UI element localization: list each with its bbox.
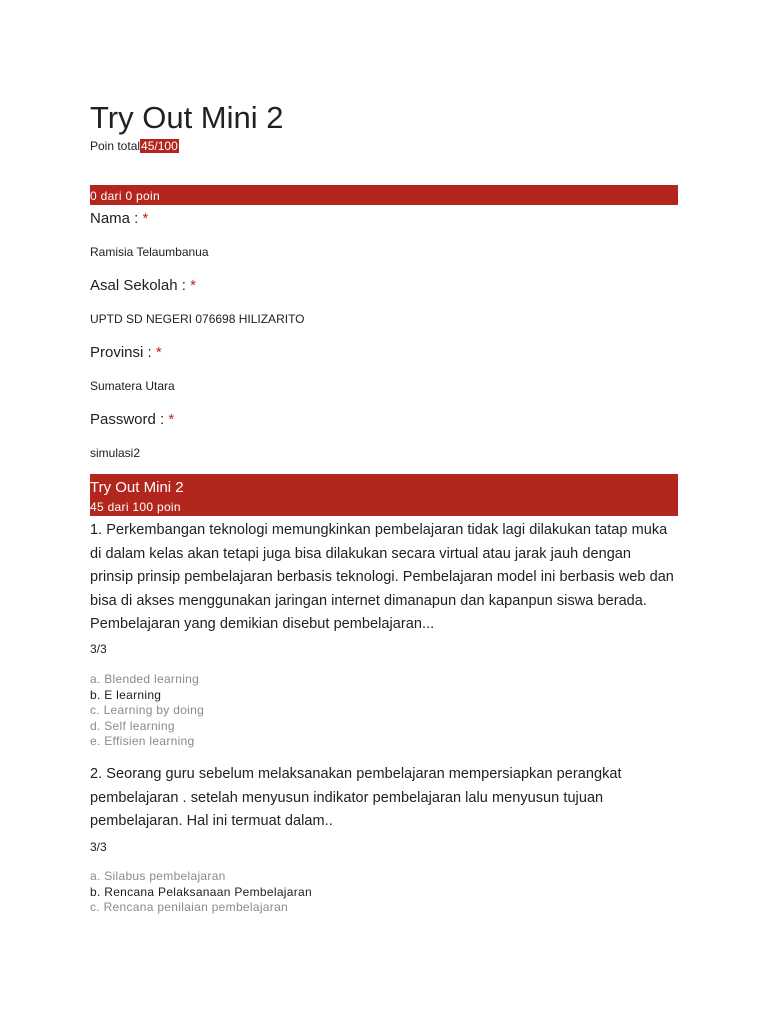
required-marker: *	[155, 344, 162, 361]
option-b-correct: b. E learning	[90, 687, 162, 702]
option-d: d. Self learning	[90, 718, 175, 733]
question-1-options	[90, 672, 204, 750]
field-answer-provinsi: Sumatera Utara	[90, 379, 175, 393]
total-points	[90, 139, 179, 154]
form-title: Try Out Mini 2	[90, 100, 284, 135]
section-points: 0 dari 0 poin	[90, 189, 160, 203]
section-header-identity	[90, 185, 678, 205]
field-label-provinsi: Provinsi : *	[90, 344, 162, 361]
required-marker: *	[142, 210, 149, 227]
field-label-nama: Nama : *	[90, 210, 149, 227]
field-answer-password: simulasi2	[90, 446, 141, 460]
section-title: Try Out Mini 2	[90, 479, 184, 496]
required-marker: *	[168, 411, 175, 428]
option-a: a. Silabus pembelajaran	[90, 869, 226, 883]
question-1-text: 1. Perkembangan teknologi memungkinkan pembelajaran tidak lagi dilakukan tatap muka di dalam kelas akan tetapi juga bisa dilakukan secara virtual atau jarak jauh dengan prinsip prinsip pembelajaran berbasis teknologi. Pembelajaran model ini berbasis web dan bisa di akses menggunakan jaringan internet dimanapun dan kapanpun siswa berada. Pembelajaran yang demikian disebut pembelajaran...	[90, 522, 674, 632]
option-c: c. Rencana penilaian pembelajaran	[90, 900, 289, 915]
question-2-options	[90, 869, 312, 916]
field-label-password: Password : *	[90, 411, 175, 428]
section-header-quiz	[90, 474, 678, 516]
field-label-asal-sekolah: Asal Sekolah : *	[90, 277, 196, 294]
option-c: c. Learning by doing	[90, 703, 205, 718]
field-answer-asal-sekolah: UPTD SD NEGERI 076698 HILIZARITO	[90, 312, 305, 326]
option-a: a. Blended learning	[90, 672, 200, 686]
section-points: 45 dari 100 poin	[90, 500, 181, 514]
field-answer-nama: Ramisia Telaumbanua	[90, 245, 209, 259]
option-e: e. Effisien learning	[90, 734, 195, 749]
option-b-correct: b. Rencana Pelaksanaan Pembelajaran	[90, 884, 312, 899]
required-marker: *	[190, 277, 196, 294]
question-1-score: 3/3	[90, 642, 107, 656]
total-points-label: Poin total	[90, 139, 141, 153]
question-2-score: 3/3	[90, 840, 107, 854]
total-points-score: 45/100	[141, 139, 178, 153]
question-2-text: 2. Seorang guru sebelum melaksanakan pembelajaran mempersiapkan perangkat pembelajaran . setelah menyusun indikator pembelajaran lalu menyusun tujuan pembelajaran. Hal ini termuat dalam..	[90, 766, 622, 829]
